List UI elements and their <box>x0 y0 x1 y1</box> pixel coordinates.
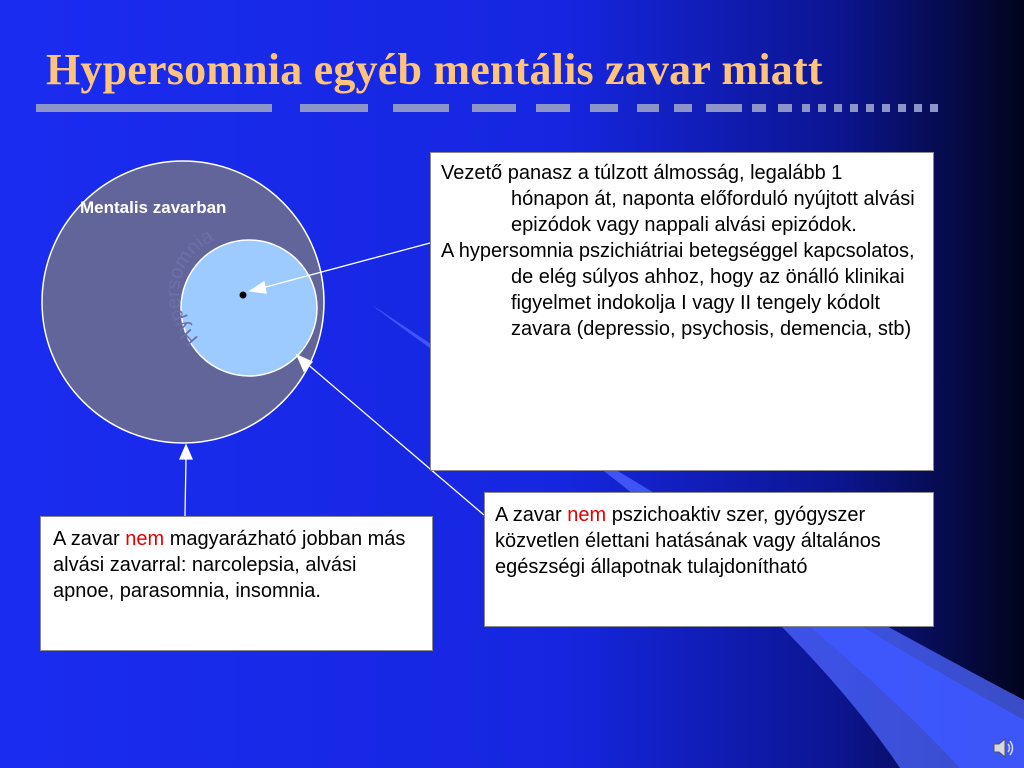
outer-circle-label: Mentalis zavarban <box>80 198 227 217</box>
criteria-box-substance <box>484 492 934 627</box>
criteria-paragraph-1: Vezető panasz a túlzott álmosság, legalább 1 hónapon át, naponta előforduló nyújtott alvási epizódok vagy nappali alvási epizódok. <box>441 162 915 236</box>
box-left-text-after: magyarázható jobban más alvási zavarral: narcolepsia, alvási apnoe, parasomnia, insomnia. <box>53 528 406 602</box>
arrow-left-box-to-outer <box>185 458 186 516</box>
box-left-highlight: nem <box>125 528 165 550</box>
title-underline-bar <box>36 104 938 112</box>
center-dot <box>240 292 247 299</box>
box-right-text-before: A zavar <box>495 504 568 526</box>
arrowhead-outer <box>180 445 192 459</box>
box-right-highlight: nem <box>567 504 607 526</box>
box-right-text-after: pszichoaktiv szer, gyógyszer közvetlen élettani hatásának vagy általános egészségi állapotnak tulajdonítható <box>495 504 881 578</box>
criteria-paragraph-2: A hypersomnia pszichiátriai betegséggel kapcsolatos, de elég súlyos ahhoz, hogy az önálló klinikai figyelmet indokolja I vagy II tengely kódolt zavara (depressio, psychosis, demencia, stb) <box>441 240 915 340</box>
criteria-box-other-sleep-disorder <box>40 516 433 651</box>
criteria-box-main <box>430 152 934 471</box>
speaker-icon[interactable] <box>990 735 1016 761</box>
slide-title: Hypersomnia egyéb mentális zavar miatt <box>46 45 823 94</box>
box-left-text-before: A zavar <box>53 528 126 550</box>
inner-circle-label: Hypersomnia <box>162 224 217 350</box>
